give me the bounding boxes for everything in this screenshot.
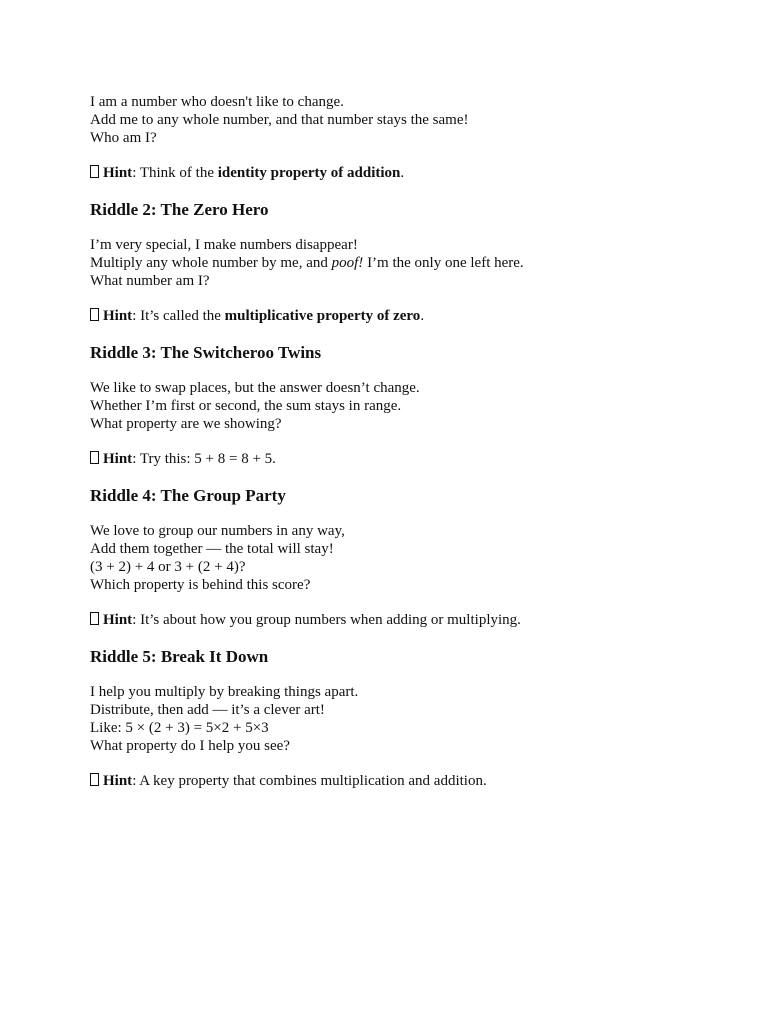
riddle-3-line-1: We like to swap places, but the answer doesn’t change.	[90, 380, 420, 396]
lightbulb-icon	[90, 773, 99, 786]
riddle-5-line-3: Like: 5 × (2 + 3) = 5×2 + 5×3	[90, 720, 269, 736]
lightbulb-icon	[90, 451, 99, 464]
riddle-2-hint	[90, 307, 710, 325]
riddle-4-title: Riddle 4: The Group Party	[90, 486, 286, 505]
riddle-2-line-2-end: I’m the only one left here.	[363, 255, 524, 271]
lightbulb-icon	[90, 308, 99, 321]
riddle-5-hint-text: : A key property that combines multiplication and addition.	[132, 773, 487, 789]
riddle-5-text	[90, 683, 710, 755]
riddle-2-hint-bold: multiplicative property of zero	[224, 308, 421, 324]
riddle-2-line-3: What number am I?	[90, 273, 210, 289]
riddle-4-line-1: We love to group our numbers in any way,	[90, 523, 345, 539]
riddle-3-line-2: Whether I’m first or second, the sum stays in range.	[90, 398, 402, 414]
riddle-2-line-1: I’m very special, I make numbers disappear!	[90, 237, 358, 253]
riddle-1-hint-bold: identity property of addition	[217, 165, 401, 181]
riddle-5-line-2: Distribute, then add — it’s a clever art!	[90, 702, 325, 718]
riddle-2-hint-text: : It’s called the	[132, 308, 225, 324]
riddle-3-text	[90, 379, 710, 433]
riddle-4-line-3: (3 + 2) + 4 or 3 + (2 + 4)?	[90, 559, 246, 575]
riddle-2-text	[90, 236, 710, 290]
hint-label: Hint	[103, 308, 133, 324]
riddle-3-line-3: What property are we showing?	[90, 416, 282, 432]
riddle-2-title: Riddle 2: The Zero Hero	[90, 200, 269, 219]
riddle-1-hint-text: : Think of the	[132, 165, 218, 181]
riddle-3-title: Riddle 3: The Switcheroo Twins	[90, 343, 322, 362]
hint-label: Hint	[103, 612, 133, 628]
riddle-2-hint-end: .	[420, 308, 425, 324]
riddle-4-text	[90, 522, 710, 594]
riddle-3-hint	[90, 450, 710, 468]
riddle-5-hint	[90, 772, 710, 790]
riddle-4-hint	[90, 611, 710, 629]
riddle-5-line-1: I help you multiply by breaking things apart.	[90, 684, 359, 700]
riddle-5-line-4: What property do I help you see?	[90, 738, 290, 754]
riddle-4-line-4: Which property is behind this score?	[90, 577, 311, 593]
riddle-2-line-2-italic: poof!	[331, 255, 364, 271]
riddle-4-line-2: Add them together — the total will stay!	[90, 541, 334, 557]
riddle-5-title: Riddle 5: Break It Down	[90, 647, 269, 666]
riddle-1-text	[90, 93, 710, 147]
riddle-1-line-1: I am a number who doesn't like to change.	[90, 94, 344, 110]
lightbulb-icon	[90, 165, 99, 178]
riddle-1-line-3: Who am I?	[90, 130, 157, 146]
riddle-4-hint-text: : It’s about how you group numbers when adding or multiplying.	[132, 612, 521, 628]
riddle-2-line-2-start: Multiply any whole number by me, and	[90, 255, 332, 271]
riddle-2-line-2	[90, 254, 710, 272]
hint-label: Hint	[103, 773, 133, 789]
lightbulb-icon	[90, 612, 99, 625]
hint-label: Hint	[103, 451, 133, 467]
riddle-3-hint-text: : Try this: 5 + 8 = 8 + 5.	[132, 451, 276, 467]
riddle-1-hint-end: .	[400, 165, 405, 181]
hint-label: Hint	[103, 165, 133, 181]
riddle-1-hint	[90, 164, 710, 182]
riddle-1-line-2: Add me to any whole number, and that number stays the same!	[90, 112, 469, 128]
document-body	[90, 93, 710, 790]
